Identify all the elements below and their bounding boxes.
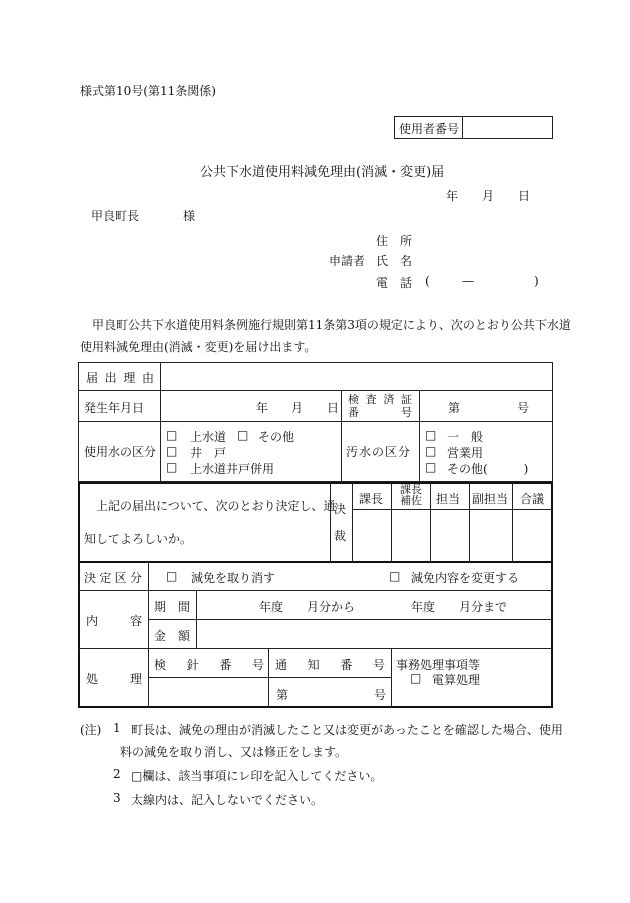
note-3-number: 3: [113, 791, 121, 805]
reason-input[interactable]: [162, 364, 550, 388]
inspection-label-2: 番 号: [348, 406, 412, 419]
approval-header-staff: 担当: [436, 492, 461, 506]
water-option-4: 上水道井戸併用: [190, 462, 275, 476]
meter-label: 検 針 番 号: [154, 658, 264, 672]
water-option-1: 上水道: [190, 430, 227, 444]
amount-input[interactable]: [200, 621, 550, 645]
decision-checkbox-1[interactable]: □: [166, 569, 178, 583]
addressee-name: 甲良町長: [91, 209, 140, 223]
date-month: 月: [482, 189, 495, 203]
calc-checkbox[interactable]: □: [410, 671, 422, 685]
period-start-month: 月分から: [307, 600, 356, 614]
date-day: 日: [518, 189, 531, 203]
sewage-label: 汚水の区分: [346, 445, 412, 459]
page-title: 公共下水道使用料減免理由(消滅・変更)届: [200, 165, 445, 180]
note-1-number: 1: [113, 721, 121, 735]
period-end-year: 年度: [411, 600, 436, 614]
notes-prefix: (注): [80, 723, 102, 737]
water-label: 使用水の区分: [84, 445, 157, 459]
intro-text-1: 甲良町公共下水道使用料条例施行規則第11条第3項の規定により、次のとおり公共下水道: [92, 318, 571, 332]
date-occur-label: 発生年月日: [84, 401, 145, 415]
decision-checkbox-2[interactable]: □: [389, 569, 401, 583]
reason-label: 届 出 理 由: [86, 371, 154, 385]
sewage-option-3: その他( ): [447, 462, 529, 476]
approval-header-council: 合議: [520, 492, 545, 506]
sewage-option-2: 営業用: [447, 446, 484, 460]
applicant-role: 申請者: [329, 254, 366, 268]
water-checkbox-2[interactable]: □: [237, 428, 249, 442]
sewage-checkbox-2[interactable]: □: [425, 444, 437, 458]
office-use-section: [78, 482, 553, 708]
addressee-honorific: 様: [183, 209, 196, 223]
approval-text-2: 知してよろしいか。: [84, 532, 193, 546]
kessai-label-2: 裁: [334, 529, 347, 543]
inspection-label-1: 検 査 済 証: [348, 393, 412, 406]
phone-dash: —: [462, 274, 474, 288]
phone-close: ): [534, 274, 539, 288]
occur-day: 日: [327, 401, 340, 415]
calc-label: 電算処理: [432, 673, 481, 687]
inspection-number-suffix: 号: [517, 401, 530, 415]
note-2-number: 2: [113, 767, 121, 781]
water-checkbox-4[interactable]: □: [166, 460, 178, 474]
note-3-line-1: 太線内は、記入しないでください。: [131, 793, 324, 807]
notice-label: 通 知 番 号: [275, 658, 385, 672]
note-1-line-1: 町長は、減免の理由が消滅したこと又は変更があったことを確認した場合、使用: [131, 723, 563, 737]
kessai-label-1: 決: [334, 502, 347, 516]
occur-month: 月: [291, 401, 304, 415]
note-1-line-2: 料の減免を取り消し、又は修正をします。: [120, 745, 348, 759]
note-2-line-1: □欄は、該当事項にレ印を記入してください。: [131, 769, 383, 783]
decision-option-1: 減免を取り消す: [191, 571, 276, 585]
sewage-checkbox-3[interactable]: □: [425, 460, 437, 474]
address-label: 住 所: [376, 234, 413, 248]
content-label: 内 容: [86, 614, 142, 628]
notice-number-prefix: 第: [276, 688, 289, 702]
processing-label: 処 理: [86, 672, 142, 686]
occur-year: 年: [256, 401, 269, 415]
approval-header-chief: 課長: [359, 492, 384, 506]
office-processing-label: 事務処理事項等: [396, 658, 481, 672]
period-end-month: 月分まで: [459, 600, 508, 614]
approval-header-sub-staff: 副担当: [472, 492, 509, 506]
sewage-option-1: 一 般: [447, 430, 484, 444]
user-number-label: 使用者番号: [399, 122, 460, 136]
approval-header-assistant: 課長補佐: [400, 483, 422, 507]
amount-label: 金 額: [154, 629, 190, 643]
notice-number-suffix: 号: [374, 688, 387, 702]
decision-option-2: 減免内容を変更する: [411, 571, 520, 585]
phone-open: (: [425, 274, 430, 288]
period-start-year: 年度: [259, 600, 284, 614]
water-checkbox-3[interactable]: □: [166, 444, 178, 458]
water-option-2: その他: [258, 430, 295, 444]
period-label: 期 間: [154, 600, 190, 614]
date-year: 年: [446, 189, 459, 203]
water-option-3: 井 戸: [190, 446, 227, 460]
decision-label: 決 定 区 分: [84, 571, 142, 585]
intro-text-2: 使用料減免理由(消滅・変更)を届け出ます。: [80, 340, 317, 354]
user-number-input[interactable]: [466, 117, 550, 137]
inspection-number-prefix: 第: [448, 401, 461, 415]
phone-label: 電 話: [376, 276, 413, 290]
form-number: 様式第10号(第11条関係): [80, 84, 216, 98]
water-checkbox-1[interactable]: □: [166, 428, 178, 442]
sewage-checkbox-1[interactable]: □: [425, 428, 437, 442]
approval-text-1: 上記の届出について、次のとおり決定し、通: [96, 499, 336, 513]
name-label: 氏 名: [376, 254, 413, 268]
